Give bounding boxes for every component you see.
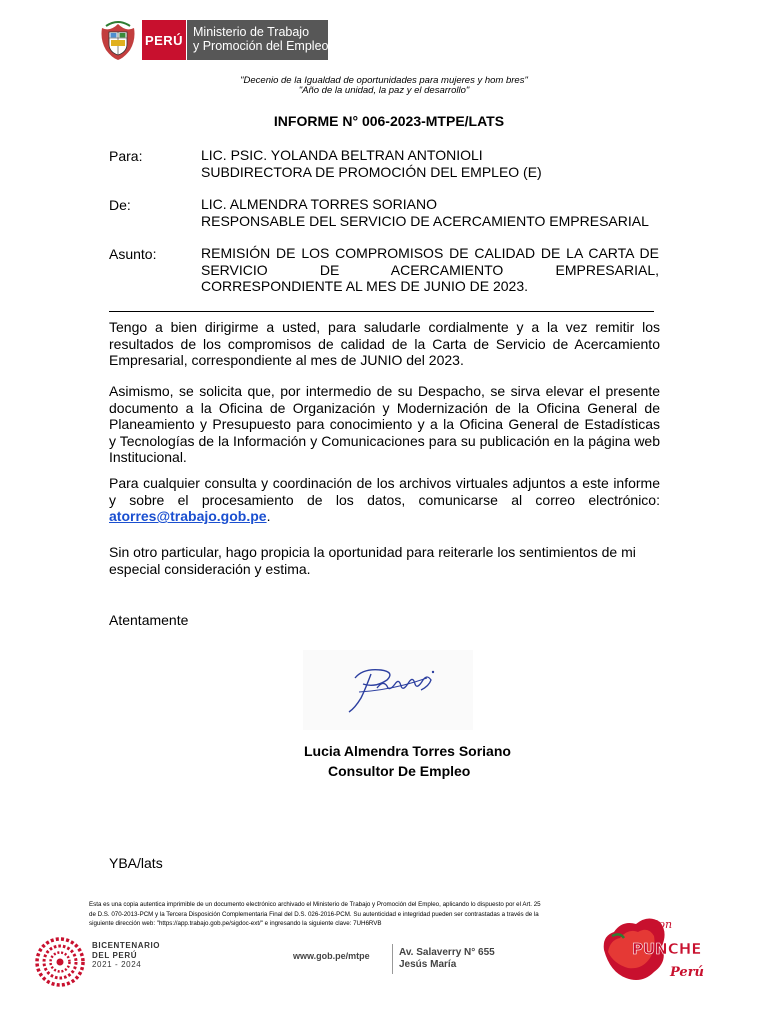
- peru-label: PERÚ: [142, 20, 186, 60]
- ministry-logo: [96, 18, 328, 62]
- paragraph-2-line: documento a la Oficina de Organización y Modernización de la Oficina General de: [109, 399, 660, 416]
- paragraph-1-line: Empresarial, correspondiente al mes de JUNIO del 2023.: [109, 352, 464, 368]
- ministry-name: [187, 20, 328, 60]
- bicentenario-line: BICENTENARIO: [92, 941, 161, 950]
- paragraph-2-line: y Tecnologías de la Información y Comunicaciones para su publicación en la página web: [109, 432, 660, 449]
- paragraph-2-line: Institucional.: [109, 449, 187, 465]
- asunto-label: Asunto:: [109, 246, 157, 262]
- bicentenario-emblem-icon: [34, 936, 86, 988]
- asunto-line-2: SERVICIO DE ACERCAMIENTO EMPRESARIAL,: [201, 261, 659, 278]
- authenticity-note-line: siguiente dirección web: "https://app.trabajo.gob.pe/sigdoc-ext/" e ingresando la siguiente clave: 7UH6RVB: [89, 920, 382, 927]
- separator-line: [109, 311, 654, 312]
- motto-year: "Año de la unidad, la paz y el desarrollo": [298, 85, 470, 96]
- ministry-line-1: Ministerio de Trabajo: [193, 25, 310, 39]
- para-recipient: [201, 147, 542, 180]
- paragraph-3-line: [109, 508, 660, 525]
- de-sender: [201, 196, 649, 229]
- authenticity-note-line: Esta es una copia autentica imprimible de un documento electrónico archivado el Ministerio de Trabajo y Promoción del Empleo, aplicando lo dispuesto por el Art. 25: [89, 901, 541, 908]
- handwritten-signature: [303, 650, 473, 730]
- paragraph-2: [109, 383, 660, 466]
- signer-role: Consultor De Empleo: [328, 763, 471, 779]
- paragraph-3-line: y sobre el procesamiento de los datos, comunicarse al correo electrónico:: [109, 491, 660, 508]
- address-line: Jesús María: [399, 959, 457, 970]
- ministry-line-2: y Promoción del Empleo: [193, 38, 329, 53]
- address-line: Av. Salaverry N° 655: [399, 947, 495, 958]
- punche-peru-text: Perú: [670, 965, 704, 980]
- signer-name: Lucia Almendra Torres Soriano: [304, 743, 511, 759]
- paragraph-2-line: Planeamiento y Presupuesto para conocimiento y a la Oficina General de Estadísticas: [109, 416, 660, 432]
- paragraph-1-line: resultados de los compromisos de calidad de la Carta de Servicio de Acercamiento: [109, 335, 660, 352]
- de-line-2: RESPONSABLE DEL SERVICIO DE ACERCAMIENTO EMPRESARIAL: [201, 212, 649, 229]
- con-punche-peru-logo: [598, 906, 714, 988]
- punche-con-text: Con: [650, 918, 673, 931]
- paragraph-4-line: Sin otro particular, hago propicia la oportunidad para reiterarle los sentimientos de mi: [109, 544, 636, 560]
- paragraph-1-line: Tengo a bien dirigirme a usted, para saludarle cordialmente y a la vez remitir los: [109, 319, 660, 335]
- ministry-address: [399, 947, 495, 971]
- para-line-1: LIC. PSIC. YOLANDA BELTRAN ANTONIOLI: [201, 147, 483, 163]
- para-label: Para:: [109, 148, 143, 164]
- bicentenario-text: [92, 941, 160, 970]
- de-label: De:: [109, 197, 131, 213]
- asunto-line-1: REMISIÓN DE LOS COMPROMISOS DE CALIDAD DE LA CARTA DE: [201, 245, 659, 261]
- paragraph-3: [109, 475, 660, 525]
- peru-coat-of-arms-icon: [96, 18, 140, 62]
- punche-word-text: PUNCHE: [632, 940, 702, 958]
- bicentenario-line: DEL PERÚ: [92, 950, 138, 960]
- de-line-1: LIC. ALMENDRA TORRES SORIANO: [201, 196, 437, 212]
- asunto-line-3: CORRESPONDIENTE AL MES DE JUNIO DE 2023.: [201, 278, 529, 294]
- authenticity-note: [89, 900, 677, 929]
- paragraph-4: [109, 544, 660, 577]
- authenticity-note-line: de D.S. 070-2013-PCM y la Tercera Disposición Complementaria Final del D.S. 026-2016-PCM. Su autenticidad e integridad pueden ser contrastadas a través de la: [89, 910, 539, 918]
- document-title: INFORME N° 006-2023-MTPE/LATS: [273, 113, 505, 129]
- reference-initials: YBA/lats: [109, 855, 163, 871]
- email-link[interactable]: atorres@trabajo.gob.pe: [109, 508, 267, 524]
- paragraph-4-line: especial consideración y estima.: [109, 560, 311, 577]
- para-line-2: SUBDIRECTORA DE PROMOCIÓN DEL EMPLEO (E): [201, 163, 542, 180]
- motto-decade: "Decenio de la Igualdad de oportunidades para mujeres y hom bres": [240, 75, 528, 86]
- closing: Atentamente: [109, 612, 189, 628]
- email-period: .: [266, 508, 271, 524]
- bicentenario-years: 2021 - 2024: [92, 960, 142, 969]
- gob-website[interactable]: www.gob.pe/mtpe: [293, 951, 370, 961]
- paragraph-3-line: Para cualquier consulta y coordinación de los archivos virtuales adjuntos a este informe: [109, 475, 660, 491]
- footer-divider: [392, 944, 393, 974]
- bicentenario-logo: [34, 933, 174, 988]
- paragraph-2-line: Asimismo, se solicita que, por intermedio de su Despacho, se sirva elevar el presente: [109, 383, 660, 399]
- paragraph-1: [109, 319, 660, 369]
- asunto-subject: [201, 245, 659, 295]
